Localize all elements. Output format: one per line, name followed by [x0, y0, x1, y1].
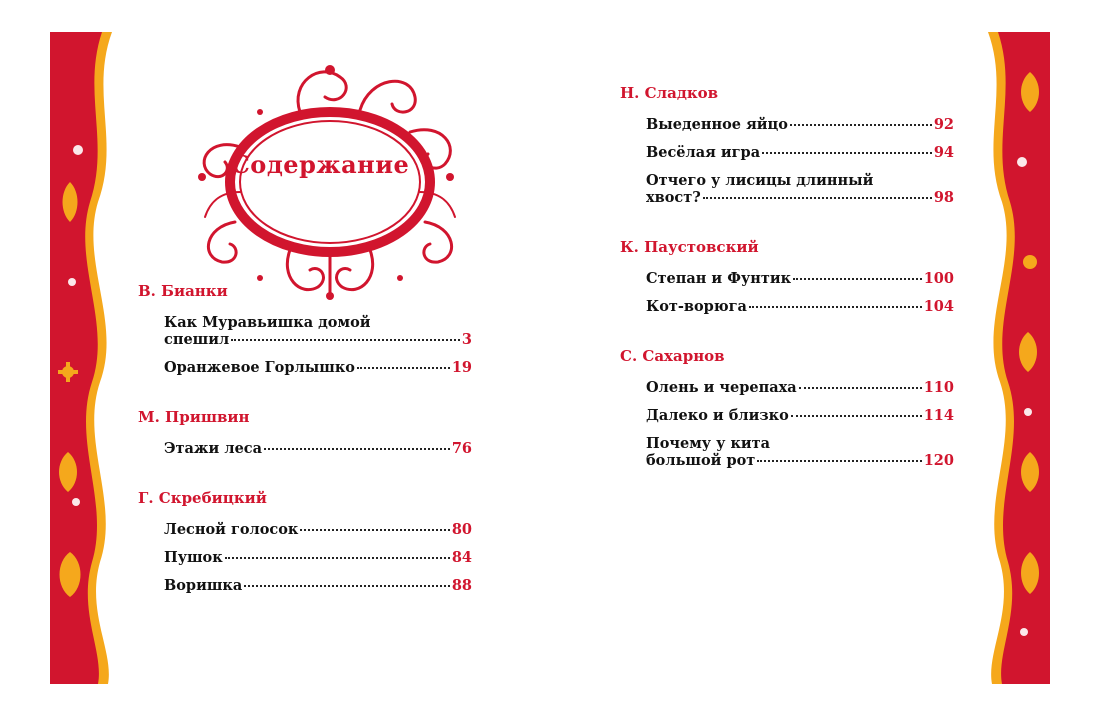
dot-leader: [757, 460, 921, 462]
toc-entry[interactable]: [164, 521, 472, 538]
entry-title: Оранжевое Горлышко: [164, 359, 355, 376]
page-number: 19: [451, 359, 472, 376]
page-number: 114: [923, 407, 954, 424]
author-heading: В. Бианки: [138, 282, 228, 300]
toc-entry[interactable]: [164, 549, 472, 566]
dot-leader: [749, 306, 922, 308]
toc-entry[interactable]: [646, 435, 954, 469]
entry-title: большой рот: [646, 452, 756, 469]
toc-left-column: [138, 282, 478, 626]
author-heading: Г. Скребицкий: [138, 489, 267, 507]
entry-title: Весёлая игра: [646, 144, 761, 161]
dot-leader: [225, 557, 450, 559]
toc-entry[interactable]: [646, 298, 954, 315]
author-group: [138, 489, 478, 594]
entry-title: хвост?: [646, 189, 701, 206]
dot-leader: [264, 448, 450, 450]
toc-entry[interactable]: [646, 172, 954, 206]
author-group: [620, 347, 960, 469]
dot-leader: [793, 278, 922, 280]
toc-right-column: [620, 84, 960, 501]
dot-leader: [703, 197, 932, 199]
page-number: 120: [923, 452, 954, 469]
dot-leader: [231, 339, 460, 341]
entry-title: Далеко и близко: [646, 407, 789, 424]
entry-title: Степан и Фунтик: [646, 270, 792, 287]
book-spread: [50, 32, 1050, 684]
toc-entry[interactable]: [646, 379, 954, 396]
entry-title: Почему у кита: [646, 435, 771, 452]
toc-entry[interactable]: [646, 270, 954, 287]
entry-title: Выеденное яйцо: [646, 116, 788, 133]
page-title: Содержание: [230, 150, 410, 179]
author-heading: М. Пришвин: [138, 408, 250, 426]
toc-entry[interactable]: [164, 359, 472, 376]
entry-title: Кот-ворюга: [646, 298, 747, 315]
toc-entry[interactable]: [646, 407, 954, 424]
toc-entry[interactable]: [164, 314, 472, 348]
page-number: 100: [923, 270, 954, 287]
author-heading: С. Сахарнов: [620, 347, 725, 365]
entry-title: Пушок: [164, 549, 223, 566]
author-heading: Н. Сладков: [620, 84, 719, 102]
dot-leader: [790, 124, 932, 126]
page-number: 94: [933, 144, 954, 161]
entry-title: Олень и черепаха: [646, 379, 797, 396]
author-group: [138, 408, 478, 457]
entry-title: Воришка: [164, 577, 243, 594]
page-number: 76: [451, 440, 472, 457]
entry-title: Как Муравьишка домой: [164, 314, 371, 331]
dot-leader: [300, 529, 449, 531]
page-number: 88: [451, 577, 472, 594]
left-floral-border: [50, 32, 130, 684]
toc-entry[interactable]: [164, 577, 472, 594]
right-floral-border: [970, 32, 1050, 684]
toc-entry[interactable]: [646, 116, 954, 133]
entry-title: спешил: [164, 331, 230, 348]
page-number: 84: [451, 549, 472, 566]
toc-entry[interactable]: [164, 440, 472, 457]
dot-leader: [762, 152, 932, 154]
entry-title: Этажи леса: [164, 440, 263, 457]
toc-entry[interactable]: [646, 144, 954, 161]
dot-leader: [357, 367, 450, 369]
author-heading: К. Паустовский: [620, 238, 759, 256]
entry-title: Отчего у лисицы длинный: [646, 172, 874, 189]
dot-leader: [791, 415, 922, 417]
page-number: 92: [933, 116, 954, 133]
author-group: [620, 238, 960, 315]
page-number: 80: [451, 521, 472, 538]
page-number: 110: [923, 379, 954, 396]
dot-leader: [799, 387, 922, 389]
page-number: 3: [461, 331, 472, 348]
page-number: 98: [933, 189, 954, 206]
author-group: [620, 84, 960, 206]
dot-leader: [244, 585, 450, 587]
entry-title: Лесной голосок: [164, 521, 299, 538]
page-number: 104: [923, 298, 954, 315]
author-group: [138, 282, 478, 376]
